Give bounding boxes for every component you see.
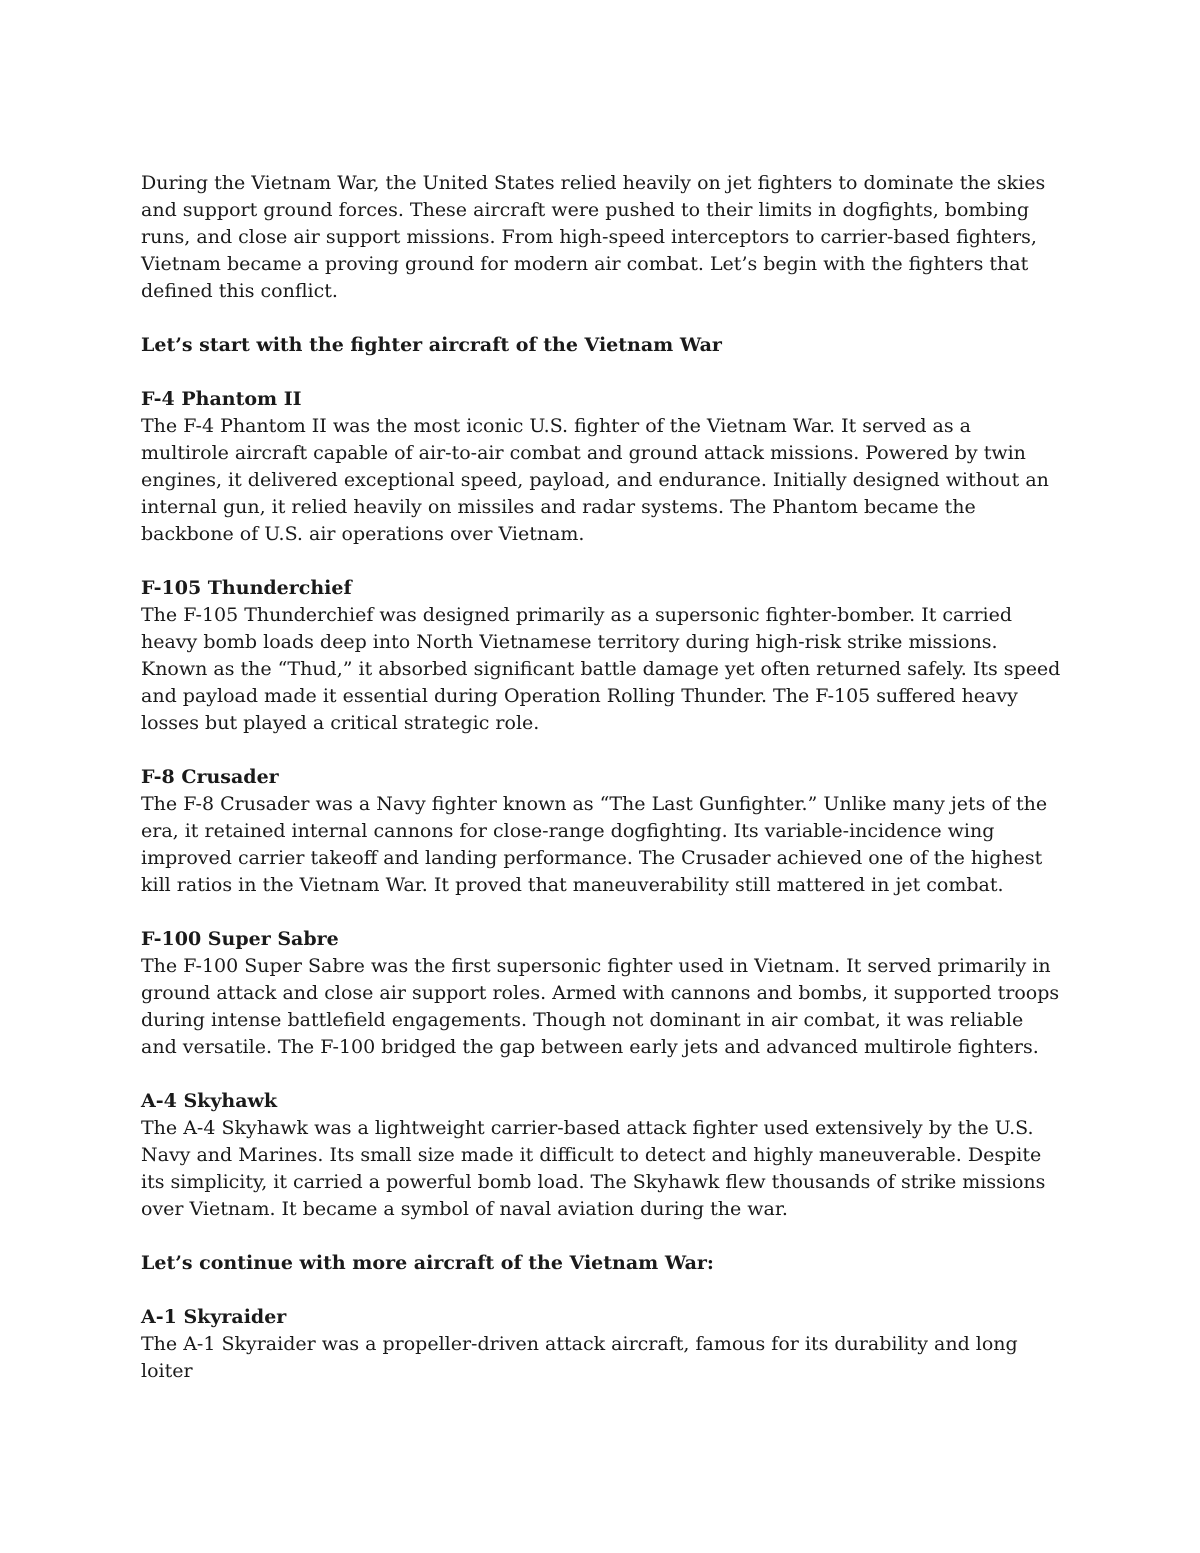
aircraft-name: F-105 Thunderchief xyxy=(141,577,352,599)
aircraft-entry-f100 xyxy=(141,926,1061,1061)
aircraft-entry-f4 xyxy=(141,386,1061,548)
aircraft-entry-a4 xyxy=(141,1088,1061,1223)
fighters-heading: Let’s start with the fighter aircraft of the Vietnam War xyxy=(141,334,722,356)
aircraft-name: F-100 Super Sabre xyxy=(141,928,339,950)
aircraft-name: F-4 Phantom II xyxy=(141,388,302,410)
aircraft-description: The A-1 Skyraider was a propeller-driven attack aircraft, famous for its durability and long loiter xyxy=(141,1333,1018,1382)
aircraft-name: A-1 Skyraider xyxy=(141,1306,287,1328)
aircraft-entry-a1 xyxy=(141,1304,1061,1385)
aircraft-description: The F-105 Thunderchief was designed primarily as a supersonic fighter-bomber. It carried heavy bomb loads deep into North Vietnamese territory during high-risk strike missions. Known as the “Thud,” it absorbed significant battle damage yet often returned safely. Its speed and payload made it essential during Operation Rolling Thunder. The F-105 suffered heavy losses but played a critical strategic role. xyxy=(141,604,1061,734)
aircraft-entry-f8 xyxy=(141,764,1061,899)
aircraft-entry-f105 xyxy=(141,575,1061,737)
intro-paragraph: During the Vietnam War, the United States relied heavily on jet fighters to dominate the skies and support ground forces. These aircraft were pushed to their limits in dogfights, bombing runs, and close air support missions. From high-speed interceptors to carrier-based fighters, Vietnam became a proving ground for modern air combat. Let’s begin with the fighters that defined this conflict. xyxy=(141,172,1046,302)
aircraft-description: The F-4 Phantom II was the most iconic U.S. fighter of the Vietnam War. It served as a multirole aircraft capable of air-to-air combat and ground attack missions. Powered by twin engines, it delivered exceptional speed, payload, and endurance. Initially designed without an internal gun, it relied heavily on missiles and radar systems. The Phantom became the backbone of U.S. air operations over Vietnam. xyxy=(141,415,1049,545)
aircraft-description: The F-100 Super Sabre was the first supersonic fighter used in Vietnam. It served primarily in ground attack and close air support roles. Armed with cannons and bombs, it supported troops during intense battlefield engagements. Though not dominant in air combat, it was reliable and versatile. The F-100 bridged the gap between early jets and advanced multirole fighters. xyxy=(141,955,1060,1058)
document-body xyxy=(141,170,1061,1412)
aircraft-description: The A-4 Skyhawk was a lightweight carrier-based attack fighter used extensively by the U.S. Navy and Marines. Its small size made it difficult to detect and highly maneuverable. Despite its simplicity, it carried a powerful bomb load. The Skyhawk flew thousands of strike missions over Vietnam. It became a symbol of naval aviation during the war. xyxy=(141,1117,1046,1220)
aircraft-name: F-8 Crusader xyxy=(141,766,279,788)
aircraft-name: A-4 Skyhawk xyxy=(141,1090,278,1112)
aircraft-description: The F-8 Crusader was a Navy fighter known as “The Last Gunfighter.” Unlike many jets of the era, it retained internal cannons for close-range dogfighting. Its variable-incidence wing improved carrier takeoff and landing performance. The Crusader achieved one of the highest kill ratios in the Vietnam War. It proved that maneuverability still mattered in jet combat. xyxy=(141,793,1048,896)
more-aircraft-heading: Let’s continue with more aircraft of the Vietnam War: xyxy=(141,1252,714,1274)
